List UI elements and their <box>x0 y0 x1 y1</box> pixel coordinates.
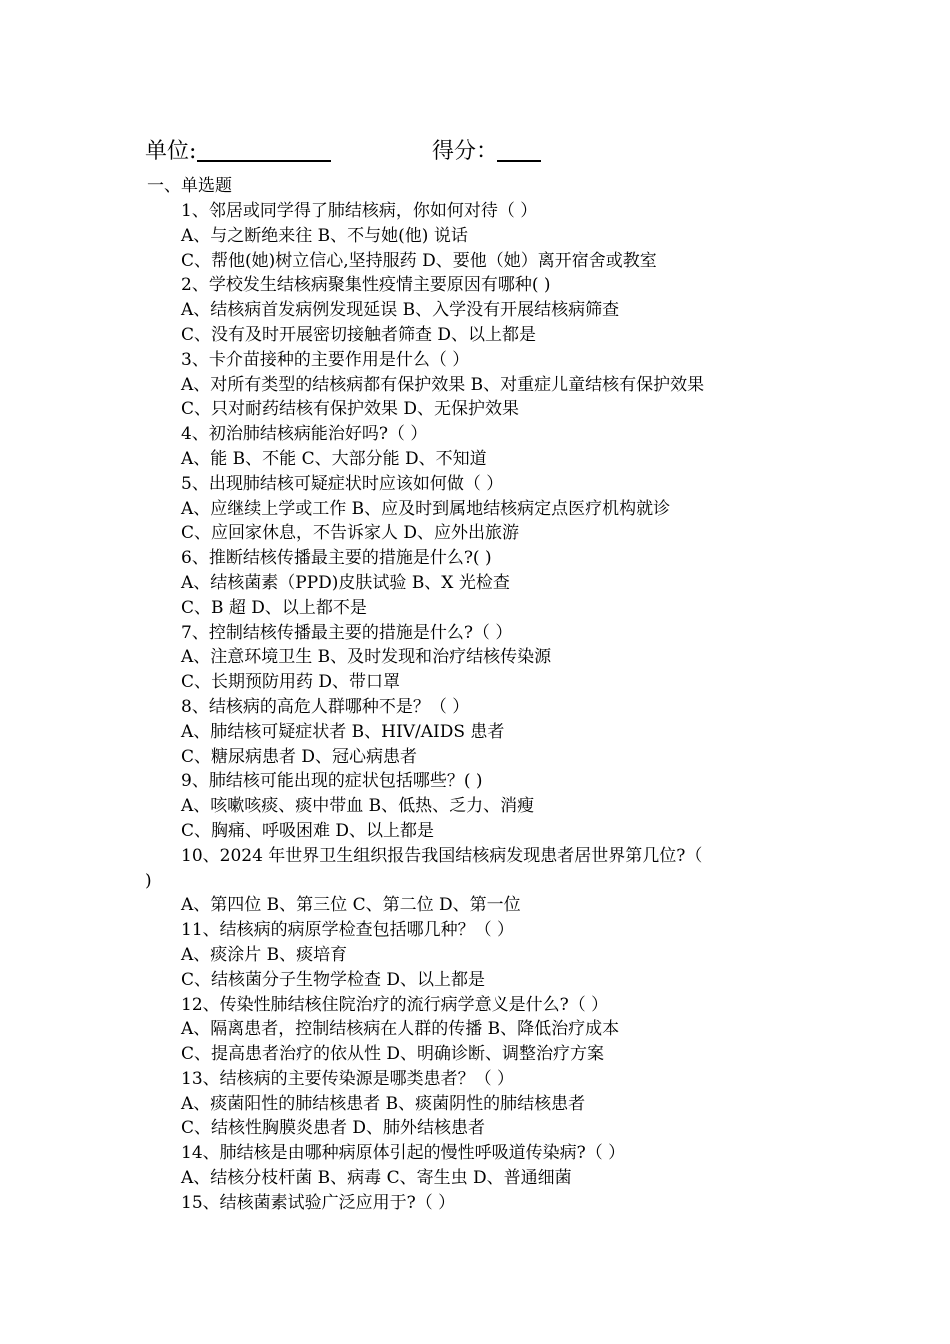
options-12-cd: C、提高患者治疗的依从性 D、明确诊断、调整治疗方案 <box>181 1044 605 1065</box>
options-3-ab: A、对所有类型的结核病都有保护效果 B、对重症儿童结核有保护效果 <box>181 374 705 395</box>
question-1: 1、邻居或同学得了肺结核病，你如何对待（ ） <box>181 201 538 221</box>
options-2-cd: C、没有及时开展密切接触者筛查 D、以上都是 <box>181 324 537 345</box>
options-6-ab: A、结核菌素（PPD)皮肤试验 B、X 光检查 <box>181 572 510 593</box>
question-11: 11、结核病的病原学检查包括哪几种？（ ） <box>181 920 515 941</box>
question-10: 10、2024 年世界卫生组织报告我国结核病发现患者居世界第几位?（ <box>181 845 703 866</box>
options-11-cd: C、结核菌分子生物学检查 D、以上都是 <box>181 969 486 990</box>
options-5-cd: C、应回家休息，不告诉家人 D、应外出旅游 <box>181 523 520 544</box>
question-12: 12、传染性肺结核住院治疗的流行病学意义是什么?（ ） <box>181 994 609 1015</box>
options-13-cd: C、结核性胸膜炎患者 D、肺外结核患者 <box>181 1118 486 1139</box>
unit-label: 单位: <box>145 139 197 164</box>
options-11-ab: A、痰涂片 B、痰培育 <box>181 944 348 965</box>
header-row <box>145 132 845 164</box>
options-9-cd: C、胸痛、呼吸困难 D、以上都是 <box>181 820 435 841</box>
question-10-wrap: ) <box>145 870 152 891</box>
question-4: 4、初治肺结核病能治好吗?（ ） <box>181 424 428 445</box>
options-13-ab: A、痰菌阳性的肺结核患者 B、痰菌阴性的肺结核患者 <box>181 1093 586 1114</box>
options-2-ab: A、结核病首发病例发现延误 B、入学没有开展结核病筛查 <box>181 300 620 321</box>
options-10: A、第四位 B、第三位 C、第二位 D、第一位 <box>181 895 521 916</box>
options-6-cd: C、B 超 D、以上都不是 <box>181 597 367 618</box>
score-label: 得分： <box>432 139 499 164</box>
options-8-cd: C、糖尿病患者 D、冠心病患者 <box>181 746 418 767</box>
question-2: 2、学校发生结核病聚集性疫情主要原因有哪种( ) <box>181 275 551 296</box>
options-1-ab: A、与之断绝来往 B、不与她(他) 说话 <box>181 225 468 246</box>
options-7-cd: C、长期预防用药 D、带口罩 <box>181 672 401 693</box>
options-1-cd: C、帮他(她)树立信心,坚持服药 D、要他（她）离开宿舍或教室 <box>181 250 657 271</box>
question-9: 9、肺结核可能出现的症状包括哪些？( ) <box>181 771 483 792</box>
question-14: 14、肺结核是由哪种病原体引起的慢性呼吸道传染病?（ ） <box>181 1143 626 1164</box>
question-8: 8、结核病的高危人群哪种不是？（ ） <box>181 696 470 717</box>
options-8-ab: A、肺结核可疑症状者 B、HIV/AIDS 患者 <box>181 721 505 742</box>
options-3-cd: C、只对耐药结核有保护效果 D、无保护效果 <box>181 399 520 420</box>
question-7: 7、控制结核传播最主要的措施是什么?（ ） <box>181 622 513 643</box>
question-15: 15、结核菌素试验广泛应用于?（ ） <box>181 1192 456 1213</box>
options-14: A、结核分枝杆菌 B、病毒 C、寄生虫 D、普通细菌 <box>181 1168 572 1189</box>
options-5-ab: A、应继续上学或工作 B、应及时到属地结核病定点医疗机构就诊 <box>181 498 671 519</box>
options-12-ab: A、隔离患者，控制结核病在人群的传播 B、降低治疗成本 <box>181 1019 620 1040</box>
question-13: 13、结核病的主要传染源是哪类患者？（ ） <box>181 1068 515 1089</box>
unit-blank[interactable] <box>197 160 331 162</box>
question-3: 3、卡介苗接种的主要作用是什么（ ） <box>181 349 470 370</box>
options-9-ab: A、咳嗽咳痰、痰中带血 B、低热、乏力、消瘦 <box>181 796 535 817</box>
options-7-ab: A、注意环境卫生 B、及时发现和治疗结核传染源 <box>181 647 552 668</box>
options-4: A、能 B、不能 C、大部分能 D、不知道 <box>181 448 487 469</box>
question-5: 5、出现肺结核可疑症状时应该如何做（ ） <box>181 473 504 494</box>
question-6: 6、推断结核传播最主要的措施是什么?( ) <box>181 548 492 569</box>
section-title: 一、单选题 <box>147 176 232 196</box>
question-list <box>145 199 795 1216</box>
score-blank[interactable] <box>497 160 541 162</box>
